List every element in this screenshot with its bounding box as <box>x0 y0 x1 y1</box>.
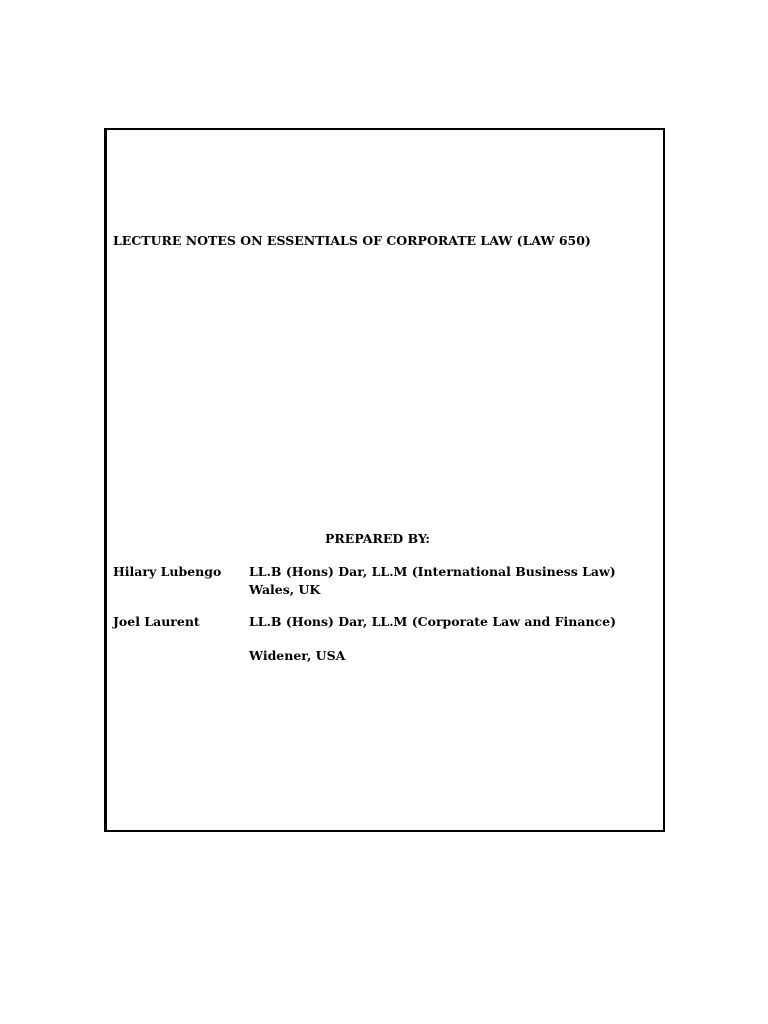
document-title: LECTURE NOTES ON ESSENTIALS OF CORPORATE LAW (LAW 650) <box>113 233 591 248</box>
author-name: Joel Laurent <box>113 614 200 629</box>
author-name: Hilary Lubengo <box>113 564 222 579</box>
author-qualification: LL.B (Hons) Dar, LL.M (International Business Law) <box>249 564 616 579</box>
author-location: Widener, USA <box>249 648 346 663</box>
prepared-by-heading: PREPARED BY: <box>325 531 430 546</box>
author-location: Wales, UK <box>249 582 321 597</box>
author-qualification: LL.B (Hons) Dar, LL.M (Corporate Law and Finance) <box>249 614 617 629</box>
